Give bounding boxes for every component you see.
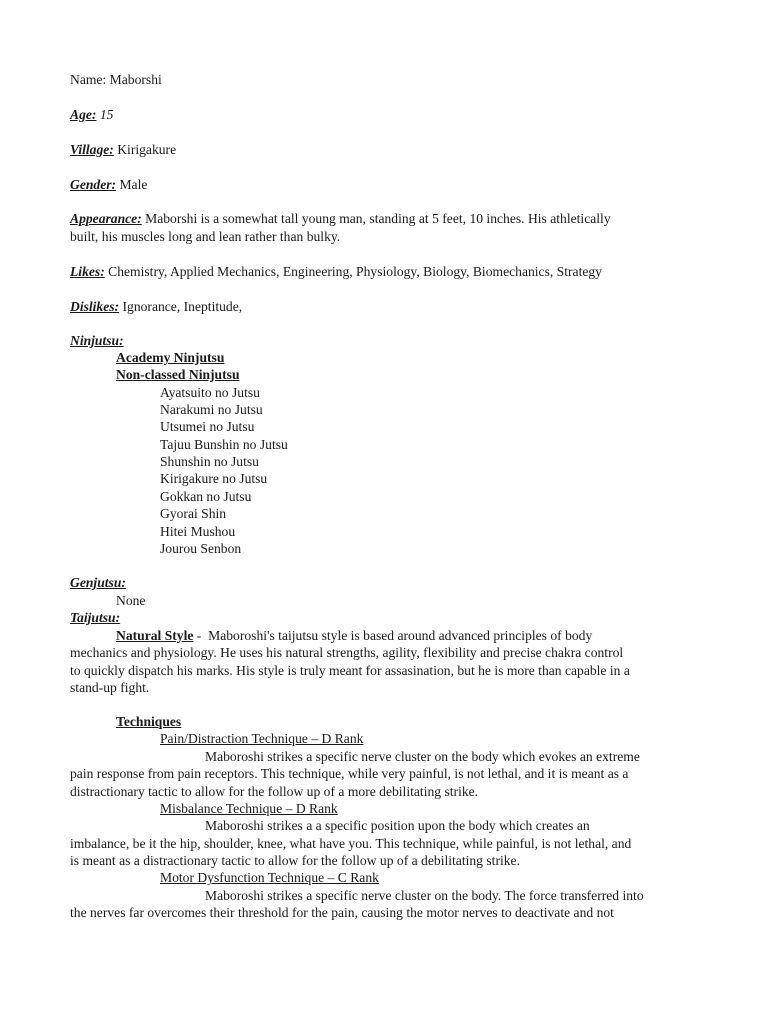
ninjutsu-heading [70,332,700,349]
taijutsu-style-line-1 [116,627,746,644]
nonclassed-ninjutsu-heading: Non-classed Ninjutsu [116,367,240,382]
name-value: Maborshi [109,72,162,87]
genjutsu-label: Genjutsu: [70,575,126,590]
taijutsu-text-1: Maboroshi's taijutsu style is based around advanced principles of body [208,628,593,643]
appearance-text-1: Maborshi is a somewhat tall young man, standing at 5 feet, 10 inches. His athletically [145,211,611,226]
list-item: Jourou Senbon [160,541,242,557]
dislikes-value: Ignorance, Ineptitude, [122,299,243,314]
name-line [70,71,700,88]
list-item: Tajuu Bunshin no Jutsu [160,436,288,452]
dislikes-label: Dislikes: [70,299,120,314]
appearance-line-2: built, his muscles long and lean rather than bulky. [70,229,341,244]
appearance-label: Appearance: [70,211,142,226]
appearance-line-1 [70,210,700,227]
gender-line [70,176,700,193]
technique-text: pain response from pain receptors. This technique, while very painful, is not lethal, and it is meant as a [70,766,629,781]
village-label: Village: [70,142,114,157]
style-separator: - [193,628,209,643]
dislikes-line [70,298,700,315]
technique-title: Pain/Distraction Technique – D Rank [160,731,364,746]
list-item: Gokkan no Jutsu [160,488,252,504]
academy-ninjutsu-heading: Academy Ninjutsu [116,350,225,365]
natural-style-title: Natural Style [116,628,194,643]
age-label: Age: [70,107,97,122]
taijutsu-text-2: mechanics and physiology. He uses his natural strengths, agility, flexibility and precise chakra control [70,645,624,660]
genjutsu-value: None [116,593,146,608]
technique-title: Misbalance Technique – D Rank [160,801,338,816]
technique-text: imbalance, be it the hip, shoulder, knee, what have you. This technique, while painful, is not lethal, and [70,836,632,851]
technique-text: distractionary tactic to allow for the follow up of a more debilitating strike. [70,784,479,799]
technique-text: the nerves far overcomes their threshold for the pain, causing the motor nerves to deactivate and not [70,905,614,920]
taijutsu-heading [70,609,700,626]
gender-label: Gender: [70,177,117,192]
age-value: 15 [99,107,114,122]
technique-text: Maboroshi strikes a specific nerve cluster on the body. The force transferred into [205,888,644,903]
name-label: Name: [70,72,107,87]
technique-title: Motor Dysfunction Technique – C Rank [160,870,379,885]
list-item: Shunshin no Jutsu [160,454,259,470]
list-item: Utsumei no Jutsu [160,419,255,435]
taijutsu-text-4: stand-up fight. [70,680,150,695]
taijutsu-text-3: to quickly dispatch his marks. His style is truly meant for assasination, but he is more than capable in a [70,663,630,678]
ninjutsu-list [160,384,288,558]
list-item: Ayatsuito no Jutsu [160,384,260,400]
village-line [70,141,700,158]
age-line [70,106,700,123]
techniques-heading: Techniques [116,714,182,729]
likes-label: Likes: [70,264,105,279]
likes-value: Chemistry, Applied Mechanics, Engineering, Physiology, Biology, Biomechanics, Strategy [108,264,602,279]
likes-line [70,263,700,280]
gender-value: Male [119,177,148,192]
taijutsu-label: Taijutsu: [70,610,121,625]
list-item: Hitei Mushou [160,523,236,539]
ninjutsu-label: Ninjutsu: [70,333,124,348]
genjutsu-heading [70,574,700,591]
list-item: Narakumi no Jutsu [160,401,263,417]
list-item: Gyorai Shin [160,506,227,522]
technique-text: Maboroshi strikes a a specific position upon the body which creates an [205,818,590,833]
technique-text: Maboroshi strikes a specific nerve cluster on the body which evokes an extreme [205,749,640,764]
technique-text: is meant as a distractionary tactic to allow for the follow up of a debilitating strike. [70,853,520,868]
list-item: Kirigakure no Jutsu [160,471,268,487]
village-value: Kirigakure [117,142,177,157]
